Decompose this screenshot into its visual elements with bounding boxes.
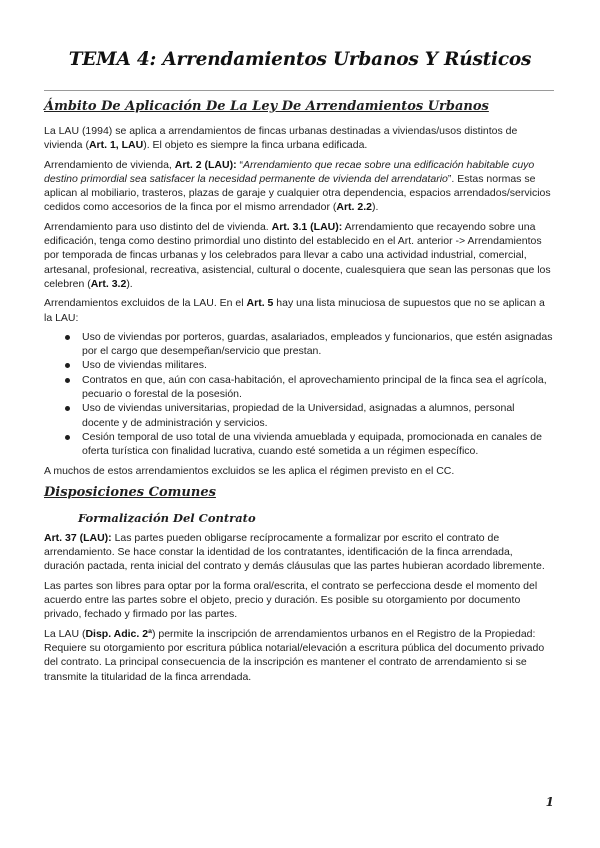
page-number: 1 bbox=[545, 795, 554, 809]
paragraph-excluidos: Arrendamientos excluidos de la LAU. En el Art. 5 hay una lista minuciosa de supuestos que no se aplican a la LAU: bbox=[44, 297, 545, 324]
subsection-heading-formalizacion: Formalización Del Contrato bbox=[78, 510, 256, 525]
list-item: Cesión temporal de uso total de una vivienda amueblada y equipada, promocionada en canales de oferta turística con finalidad lucrativa, cuando esté sometida a un régimen específico. bbox=[82, 430, 554, 459]
document-body bbox=[44, 98, 554, 689]
exclusions-list bbox=[44, 330, 554, 459]
paragraph-lau-scope: La LAU (1994) se aplica a arrendamientos de fincas urbanas destinadas a viviendas/usos distintos de vivienda (Art. 1, LAU). El objeto es siempre la finca urbana edificada. bbox=[44, 125, 518, 152]
title-divider bbox=[44, 90, 554, 91]
paragraph-arrendamiento-vivienda: Arrendamiento de vivienda, Art. 2 (LAU): “Arrendamiento que recae sobre una edificación habitable cuyo destino primordial sea satisfacer la necesidad permanente de vivienda del arrendatario”. Estas normas se aplican al mobiliario, trasteros, plazas de garaje y cualquier otra dependencia, espacios arrendados/servicios cedidos como accesorios de la finca por el mismo arrendador (Art. 2.2). bbox=[44, 158, 551, 214]
paragraph-art37: Art. 37 (LAU): Las partes pueden obligarse recíprocamente a formalizar por escrito el contrato de arrendamiento. Se hace constar la identidad de los contratantes, identificación de la finca arrendada, duración pactada, renta inicial del contrato y demás cláusulas que las partes hubieran acordado libremente. bbox=[44, 531, 545, 573]
list-item: Contratos en que, aún con casa-habitación, el aprovechamiento principal de la finca sea el agrícola, pecuario o forestal de la posesión. bbox=[82, 373, 554, 402]
section-heading-ambito: Ámbito De Aplicación De La Ley De Arrendamientos Urbanos bbox=[44, 99, 489, 114]
list-item: Uso de viviendas universitarias, propiedad de la Universidad, asignadas a alumnos, personal docente y de administración y servicios. bbox=[82, 401, 554, 430]
paragraph-inscripcion-registro: La LAU (Disp. Adic. 2ª) permite la inscripción de arrendamientos urbanos en el Registro de la Propiedad: Requiere su otorgamiento por escritura pública notarial/elevación a escritura pública del documento privado del contrato. La principal consecuencia de la inscripción es mantener el contrato de arrendamiento si se transmite la titularidad de la finca arrendada. bbox=[44, 627, 545, 683]
section-heading-disposiciones: Disposiciones Comunes bbox=[44, 484, 216, 500]
paragraph-uso-distinto: Arrendamiento para uso distinto del de vivienda. Art. 3.1 (LAU): Arrendamiento que recayendo sobre una edificación, tenga como destino primordial uno distinto del establecido en el Art. anterior -> Arrendamientos por temporada de fincas urbanas y los celebrados para llevar a cabo una actividad industrial, comercial, artesanal, profesional, recreativa, asistencial, cultural o docente, cualesquiera que sean las personas que los celebren (Art. 3.2). bbox=[44, 220, 551, 290]
list-item: Uso de viviendas militares. bbox=[82, 358, 554, 372]
paragraph-forma-contrato: Las partes son libres para optar por la forma oral/escrita, el contrato se perfecciona desde el momento del acuerdo entre las partes sobre el objeto, precio y duración. Es posible su otorgamiento por documento privado, fechado y firmado por las partes. bbox=[44, 579, 538, 621]
paragraph-regimen-cc: A muchos de estos arrendamientos excluidos se les aplica el régimen previsto en el CC. bbox=[44, 464, 455, 477]
page-title: TEMA 4: Arrendamientos Urbanos Y Rústicos bbox=[68, 49, 532, 70]
list-item: Uso de viviendas por porteros, guardas, asalariados, empleados y funcionarios, que estén asignadas por el cargo que desempeñan/servicio que prestan. bbox=[82, 330, 553, 358]
